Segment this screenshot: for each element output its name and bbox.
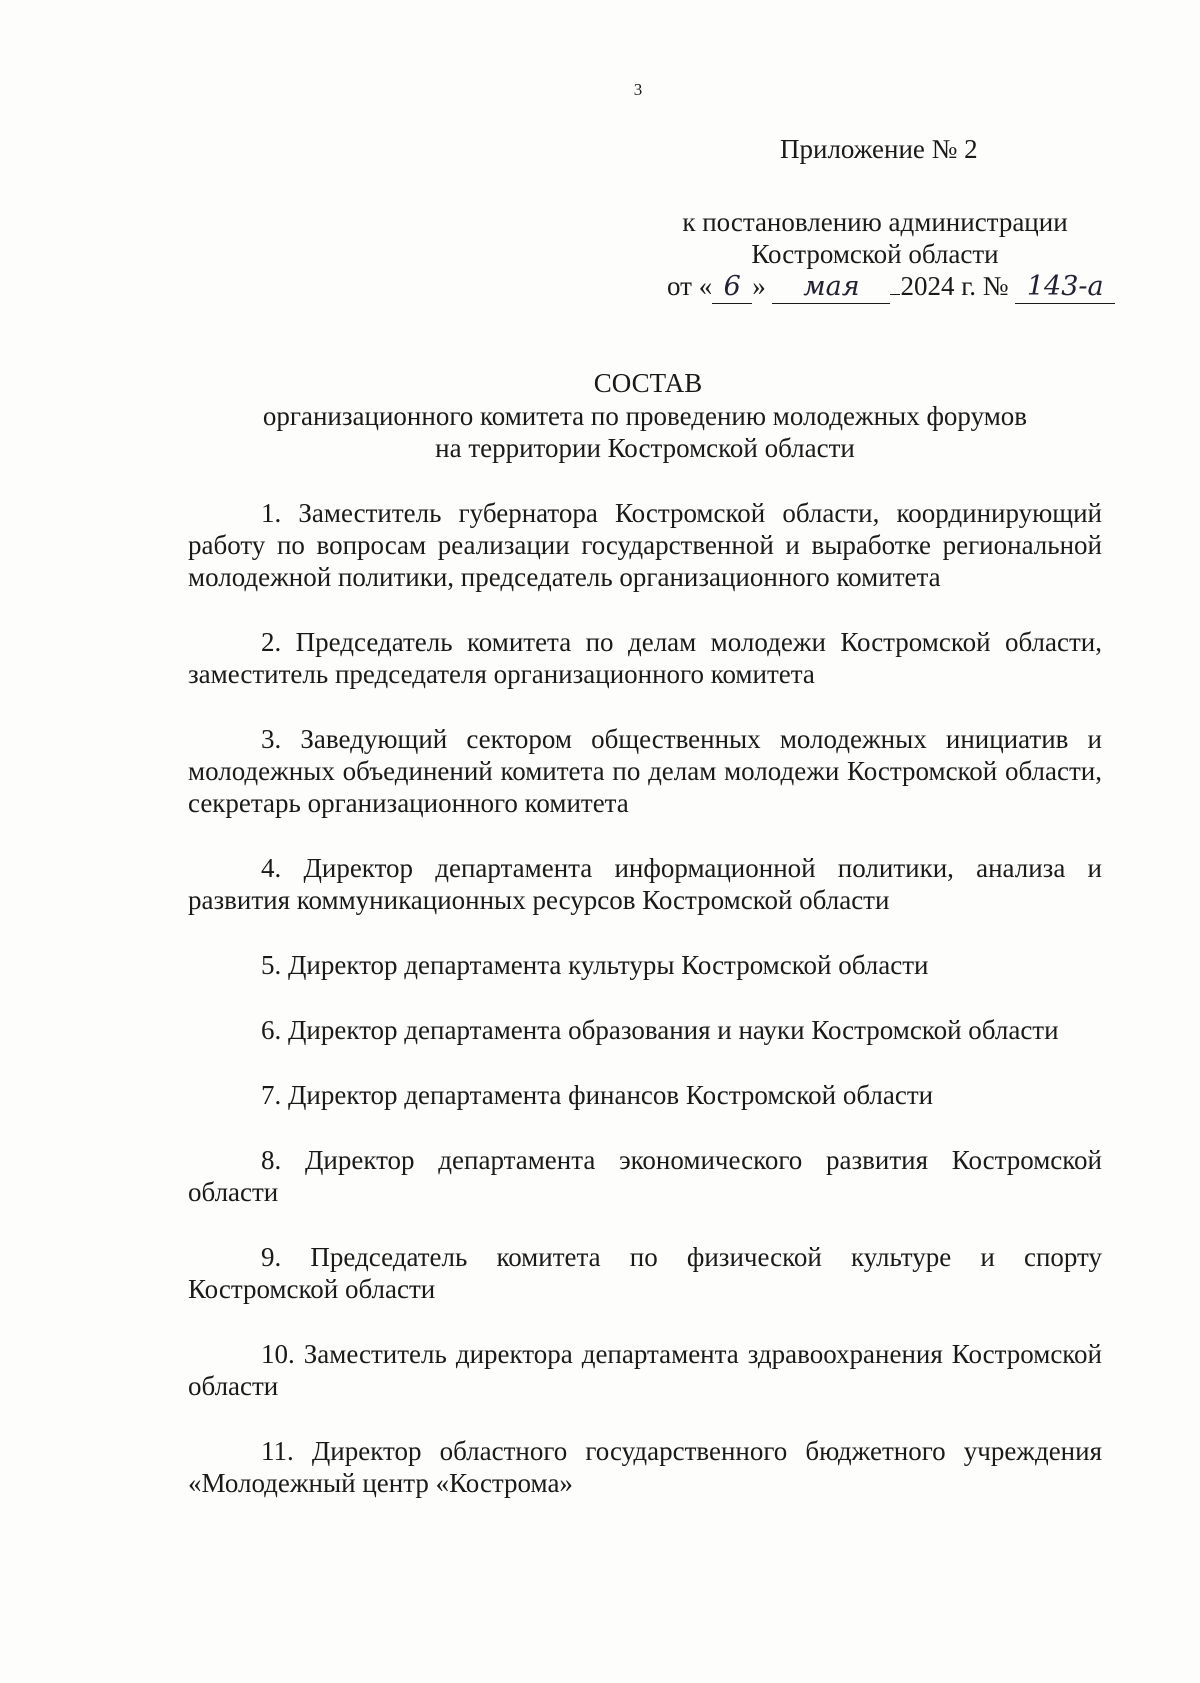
member-item-2: 2. Председатель комитета по делам молодежи Костромской области, заместитель председателя организационного комитета bbox=[188, 627, 1102, 689]
page-number: 3 bbox=[633, 80, 643, 99]
date-mid: » bbox=[752, 271, 766, 301]
member-item-7: 7. Директор департамента финансов Костромской области bbox=[261, 1080, 934, 1110]
document-title: СОСТАВ bbox=[593, 368, 703, 398]
member-item-4: 4. Директор департамента информационной политики, анализа и развития коммуникационных ресурсов Костромской области bbox=[188, 853, 1102, 915]
document-subtitle bbox=[240, 400, 1050, 464]
handwritten-month: мая bbox=[772, 271, 890, 304]
decree-line-2: Костромской области bbox=[751, 239, 999, 269]
decree-date-line bbox=[667, 270, 1115, 304]
member-list bbox=[188, 497, 1102, 1499]
member-item-6: 6. Директор департамента образования и науки Костромской области bbox=[261, 1015, 1059, 1045]
member-item-9: 9. Председатель комитета по физической культуре и спорту Костромской области bbox=[188, 1242, 1102, 1304]
member-item-1: 1. Заместитель губернатора Костромской области, координирующий работу по вопросам реализации государственной и выработке региональной молодежной политики, председатель организационного комитета bbox=[188, 498, 1102, 592]
appendix-label: Приложение № 2 bbox=[780, 134, 978, 164]
date-prefix: от « bbox=[667, 271, 713, 301]
member-item-11: 11. Директор областного государственного бюджетного учреждения «Молодежный центр «Кострома» bbox=[188, 1436, 1102, 1498]
member-item-5: 5. Директор департамента культуры Костромской области bbox=[261, 950, 929, 980]
subtitle-line-1: организационного комитета по проведению молодежных форумов bbox=[262, 401, 1028, 431]
member-item-8: 8. Директор департамента экономического развития Костромской области bbox=[188, 1145, 1102, 1207]
decree-reference bbox=[650, 206, 1100, 270]
subtitle-line-2: на территории Костромской области bbox=[435, 433, 855, 463]
member-item-3: 3. Заведующий сектором общественных молодежных инициатив и молодежных объединений комитета по делам молодежи Костромской области, секретарь организационного комитета bbox=[188, 724, 1102, 818]
handwritten-number: 143-а bbox=[1015, 271, 1115, 304]
member-item-10: 10. Заместитель директора департамента здравоохранения Костромской области bbox=[188, 1339, 1102, 1401]
handwritten-day: 6 bbox=[712, 271, 752, 304]
year-and-number-label: 2024 г. № bbox=[900, 271, 1009, 301]
decree-line-1: к постановлению администрации bbox=[682, 207, 1068, 237]
